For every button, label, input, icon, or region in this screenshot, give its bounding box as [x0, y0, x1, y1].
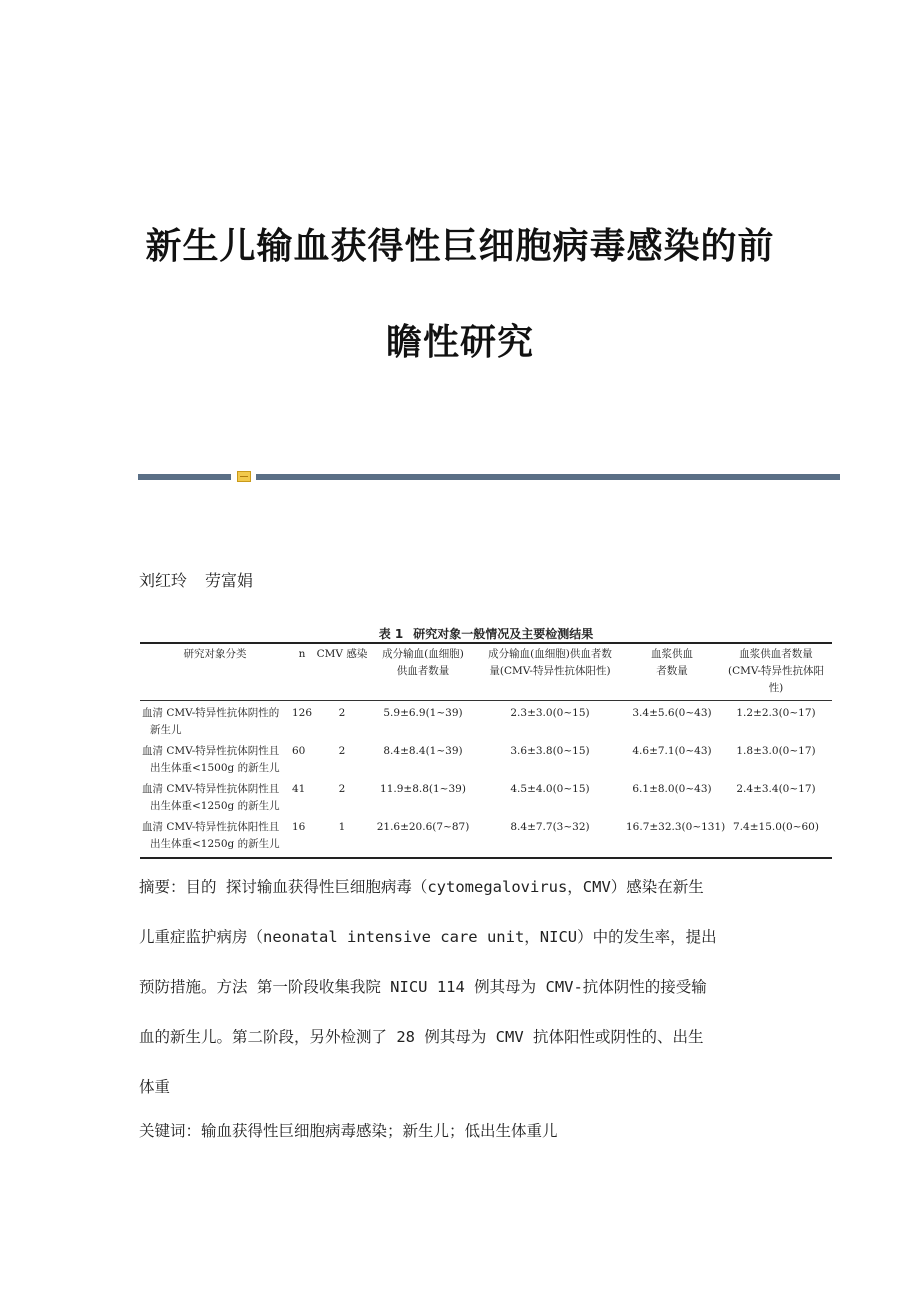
table-caption-text: 研究对象一般情况及主要检测结果	[413, 627, 594, 641]
table-header-row	[140, 643, 832, 701]
cell-n: 41	[292, 783, 306, 795]
header-component-donors: 成分输血(血细胞) 供血者数量	[370, 643, 476, 701]
table-row	[140, 701, 832, 744]
author-name: 劳富娟	[205, 571, 254, 590]
cell-category: 血清 CMV-特异性抗体阴性的 新生儿	[142, 707, 280, 736]
abstract-line: 摘要：目的 探讨输血获得性巨细胞病毒（cytomegalovirus，CMV）感染在新生	[139, 878, 704, 896]
cell-value: 16.7±32.3(0~131)	[626, 821, 726, 833]
cell-value: 2.4±3.4(0~17)	[736, 783, 816, 795]
cell-cmv: 1	[338, 821, 346, 833]
results-table	[140, 642, 832, 859]
abstract-line: 体重	[139, 1078, 171, 1096]
abstract	[139, 862, 789, 1112]
table-row	[140, 743, 832, 781]
cell-value: 3.4±5.6(0~43)	[632, 707, 712, 719]
table-caption	[140, 626, 832, 642]
header-category: 研究对象分类	[140, 643, 290, 701]
abstract-line: 预防措施。方法 第一阶段收集我院 NICU 114 例其母为 CMV-抗体阴性的接受输	[139, 978, 707, 996]
abstract-line: 血的新生儿。第二阶段，另外检测了 28 例其母为 CMV 抗体阳性或阴性的、出生	[139, 1028, 704, 1046]
table-row	[140, 819, 832, 858]
cell-category: 血清 CMV-特异性抗体阳性且 出生体重<1250g 的新生儿	[142, 821, 280, 850]
cell-value: 8.4±7.7(3~32)	[510, 821, 590, 833]
header-cmv: CMV 感染	[314, 643, 370, 701]
cell-cmv: 2	[338, 745, 346, 757]
header-n: n	[290, 643, 314, 701]
cell-value: 21.6±20.6(7~87)	[376, 821, 470, 833]
cell-value: 2.3±3.0(0~15)	[510, 707, 590, 719]
cell-cmv: 2	[338, 783, 346, 795]
divider-bar-right	[256, 474, 840, 480]
cell-category: 血清 CMV-特异性抗体阴性且 出生体重<1250g 的新生儿	[142, 783, 280, 812]
cell-value: 5.9±6.9(1~39)	[383, 707, 463, 719]
cell-value: 11.9±8.8(1~39)	[380, 783, 466, 795]
cell-value: 3.6±3.8(0~15)	[510, 745, 590, 757]
abstract-line: 儿重症监护病房（neonatal intensive care unit，NICU）中的发生率，提出	[139, 928, 717, 946]
cell-value: 7.4±15.0(0~60)	[733, 821, 819, 833]
title-divider	[138, 471, 840, 481]
cell-n: 16	[292, 821, 306, 833]
paper-title-line-2: 瞻性研究	[385, 322, 534, 363]
divider-bar-left	[138, 474, 231, 480]
cell-n: 60	[292, 745, 306, 757]
header-plasma-donors-positive: 血浆供血者数量 (CMV-特异性抗体阳性)	[720, 643, 832, 701]
paper-title-line-1: 新生儿输血获得性巨细胞病毒感染的前	[145, 226, 775, 267]
author-name: 刘红玲	[139, 571, 188, 590]
cell-value: 4.5±4.0(0~15)	[510, 783, 590, 795]
cell-value: 6.1±8.0(0~43)	[632, 783, 712, 795]
cell-value: 8.4±8.4(1~39)	[383, 745, 463, 757]
cell-value: 1.2±2.3(0~17)	[736, 707, 816, 719]
cell-n: 126	[292, 707, 313, 719]
results-table-figure	[140, 626, 832, 850]
cell-value: 4.6±7.1(0~43)	[632, 745, 712, 757]
cell-value: 1.8±3.0(0~17)	[736, 745, 816, 757]
cell-cmv: 2	[338, 707, 346, 719]
keywords: 关键词：输血获得性巨细胞病毒感染；新生儿；低出生体重儿	[139, 1122, 558, 1140]
table-row	[140, 781, 832, 819]
header-plasma-donors: 血浆供血 者数量	[624, 643, 720, 701]
table-caption-number: 表 1	[378, 627, 404, 641]
header-component-donors-positive: 成分输血(血细胞)供血者数 量(CMV-特异性抗体阳性)	[476, 643, 624, 701]
author-list	[139, 568, 253, 591]
envelope-ornament-icon	[237, 471, 251, 482]
cell-category: 血清 CMV-特异性抗体阴性且 出生体重<1500g 的新生儿	[142, 745, 280, 774]
